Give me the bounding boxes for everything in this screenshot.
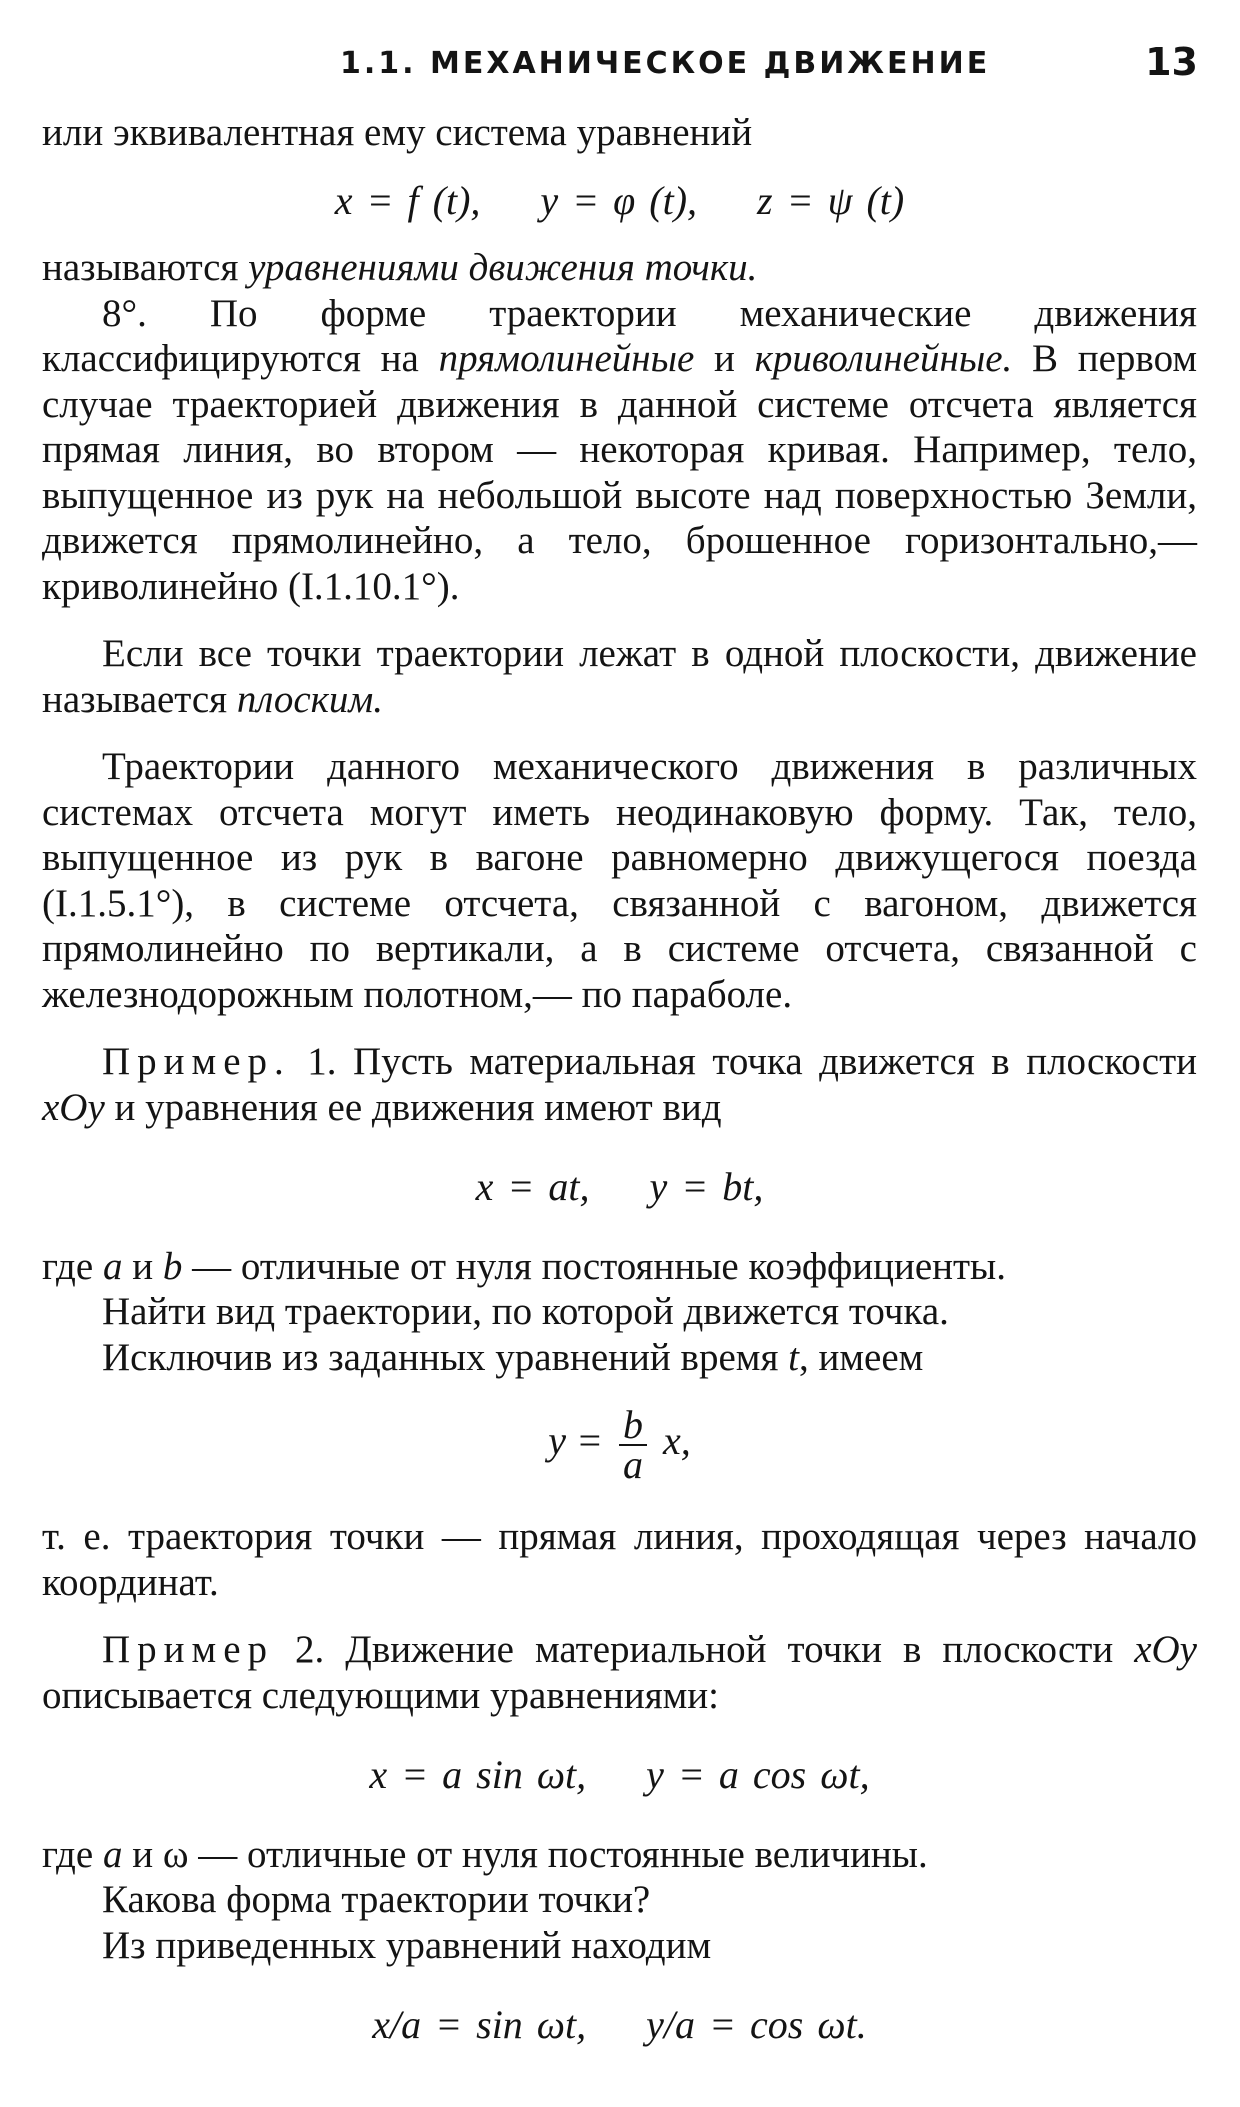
- paragraph-definition: называются уравнениями движения точки.: [42, 246, 758, 289]
- page-body: [42, 110, 1197, 2070]
- paragraph-intro: или эквивалентная ему система уравнений: [42, 111, 753, 154]
- paragraph-example-2: Пример 2. Движение материальной точки в плоскости xOy описывается следующими уравнениями:: [42, 1628, 1197, 1717]
- equation-z: z = ψ (t): [757, 177, 905, 223]
- term-plane: плоским.: [236, 677, 384, 721]
- paragraph-coefficients: где a и b — отличные от нуля постоянные коэффициенты.: [42, 1244, 1007, 1288]
- section-title: 1.1. МЕХАНИЧЕСКОЕ ДВИЖЕНИЕ: [340, 46, 991, 81]
- equation-linear-motion: x = at, y = bt,: [475, 1164, 764, 1209]
- equation-x: x = f (t),: [334, 177, 481, 223]
- paragraph-reference-frames: Траектории данного механического движения в различных системах отсчета могут иметь неодинаковую форму. Так, тело, выпущенное из рук в вагоне равномерно движущегося поезда (I.1.5.1°), в системе отсчета, связанной с вагоном, движется прямолинейно по вертикали, а в системе отсчета, связанной с железнодорожным полотном,— по параболе.: [42, 745, 1197, 1016]
- paragraph-task-1: Найти вид траектории, по которой движется точка.: [102, 1290, 949, 1333]
- term-rectilinear: прямолинейные: [438, 337, 695, 380]
- paragraph-task-2: Какова форма траектории точки?: [102, 1878, 651, 1921]
- equation-line: y = $\frac{b}{a}$ x,: [548, 1402, 691, 1487]
- example-1-label: Пример.: [102, 1040, 291, 1083]
- fraction-b-over-a: $\frac{b}{a}$: [619, 1406, 647, 1484]
- equation-motion-system: [42, 178, 1197, 224]
- equation-normalized: x/a = sin ωt, y/a = cos ωt.: [372, 2002, 867, 2047]
- paragraph-solution-2: Из приведенных уравнений находим: [102, 1923, 712, 1967]
- paragraph-8: 8°. По форме траектории механические движения классифицируются на прямолинейные и криволинейные. В первом случае траекторией движения в данной системе отсчета является прямая линия, во втором — некоторая кривая. Например, тело, выпущенное из рук на небольшой высоте над поверхностью Земли, движется прямолинейно, а тело, брошенное горизонтально,— криволинейно (I.1.10.1°).: [42, 291, 1198, 608]
- paragraph-constants: где a и ω — отличные от нуля постоянные величины.: [42, 1832, 928, 1876]
- term-equations-of-motion: уравнениями движения точки.: [248, 246, 758, 289]
- equation-circular-motion: x = a sin ωt, y = a cos ωt,: [369, 1752, 870, 1797]
- term-curvilinear: криволинейные.: [754, 337, 1013, 380]
- running-head: [0, 40, 1240, 90]
- paragraph-plane-motion: Если все точки траектории лежат в одной плоскости, движение называется плоским.: [42, 632, 1197, 721]
- page-number: 13: [1145, 40, 1198, 84]
- paragraph-solution-1: Исключив из заданных уравнений время t, имеем: [102, 1335, 924, 1379]
- paragraph-example-1: Пример. 1. Пусть материальная точка движется в плоскости xOy и уравнения ее движения имеют вид: [42, 1040, 1197, 1129]
- paragraph-conclusion-1: т. е. траектория точки — прямая линия, проходящая через начало координат.: [42, 1515, 1197, 1604]
- equation-y: y = φ (t),: [540, 177, 698, 223]
- example-2-label: Пример: [102, 1628, 275, 1671]
